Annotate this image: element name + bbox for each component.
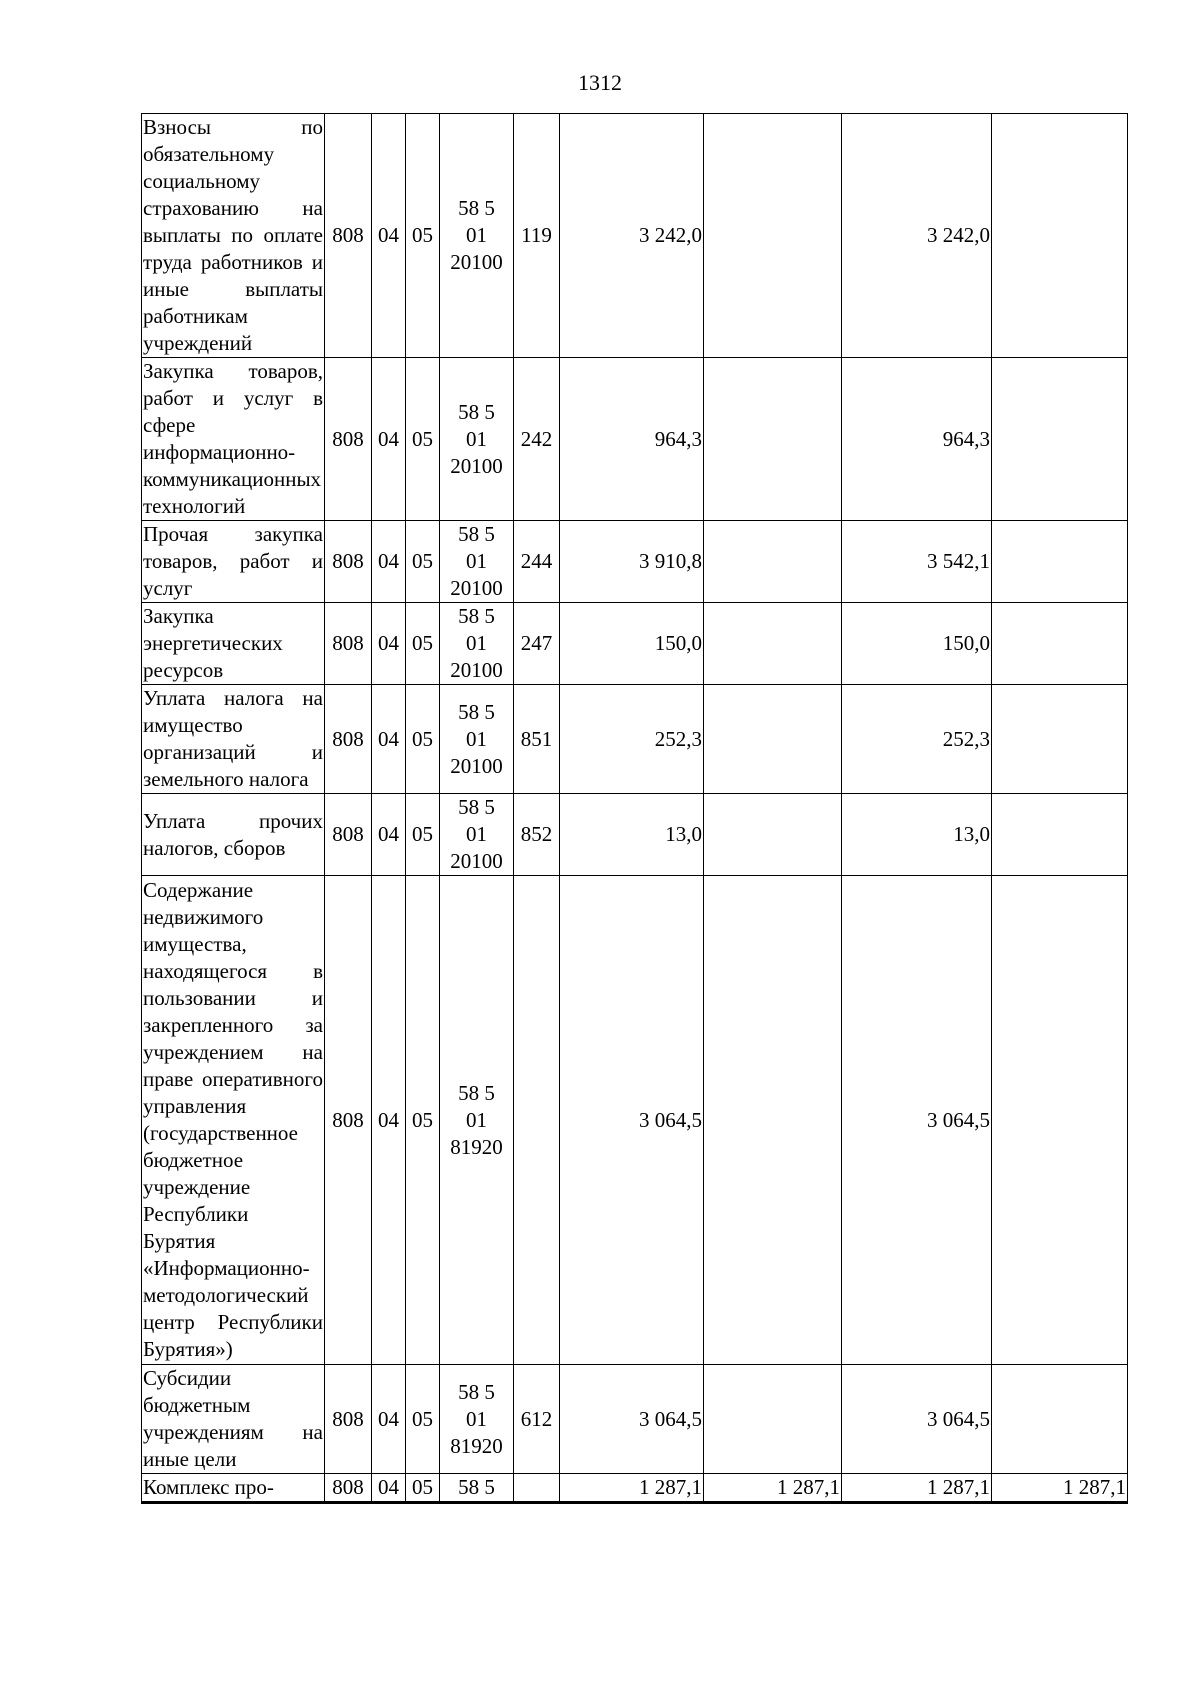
- expense-type-code-cell: [514, 876, 560, 1365]
- expense-type-code-cell: 852: [514, 794, 560, 876]
- target-article-code-cell: 58 5 01 20100: [440, 521, 514, 603]
- target-article-code-cell: 58 5 01 20100: [440, 114, 514, 358]
- table-row: [142, 358, 1128, 521]
- expense-type-code-cell: 612: [514, 1365, 560, 1474]
- expense-name-cell: Взносы по обязательному социальному страхованию на выплаты по оплате труда работников и иные выплаты работникам учреждений: [142, 114, 325, 358]
- amount-cell-4: [992, 358, 1128, 521]
- subsection-code-cell: 05: [406, 685, 440, 794]
- expense-name-cell: Закупка энергетических ресурсов: [142, 603, 325, 685]
- amount-cell-1: 3 910,8: [560, 521, 704, 603]
- amount-cell-3: 3 064,5: [842, 876, 992, 1365]
- amount-cell-2: [704, 114, 842, 358]
- ministry-code-cell: 808: [325, 1365, 372, 1474]
- amount-cell-1: 964,3: [560, 358, 704, 521]
- amount-cell-3: 13,0: [842, 794, 992, 876]
- amount-cell-1: 3 064,5: [560, 876, 704, 1365]
- target-article-code-cell: 58 5: [440, 1474, 514, 1503]
- amount-cell-1: 252,3: [560, 685, 704, 794]
- ministry-code-cell: 808: [325, 794, 372, 876]
- amount-cell-4: [992, 794, 1128, 876]
- amount-cell-4: [992, 876, 1128, 1365]
- section-code-cell: 04: [372, 876, 406, 1365]
- subsection-code-cell: 05: [406, 794, 440, 876]
- amount-cell-4: [992, 114, 1128, 358]
- amount-cell-2: [704, 685, 842, 794]
- table-row: [142, 114, 1128, 358]
- amount-cell-4: [992, 521, 1128, 603]
- amount-cell-2: [704, 794, 842, 876]
- amount-cell-3: 964,3: [842, 358, 992, 521]
- amount-cell-3: 1 287,1: [842, 1474, 992, 1503]
- amount-cell-4: [992, 1365, 1128, 1474]
- target-article-code-cell: 58 5 01 20100: [440, 603, 514, 685]
- table-row: [142, 521, 1128, 603]
- table-row: [142, 603, 1128, 685]
- amount-cell-3: 3 064,5: [842, 1365, 992, 1474]
- ministry-code-cell: 808: [325, 358, 372, 521]
- ministry-code-cell: 808: [325, 521, 372, 603]
- section-code-cell: 04: [372, 1474, 406, 1503]
- section-code-cell: 04: [372, 521, 406, 603]
- amount-cell-2: [704, 603, 842, 685]
- subsection-code-cell: 05: [406, 114, 440, 358]
- expense-name-cell: Комплекс про-: [142, 1474, 325, 1503]
- amount-cell-4: 1 287,1: [992, 1474, 1128, 1503]
- amount-cell-1: 3 242,0: [560, 114, 704, 358]
- ministry-code-cell: 808: [325, 603, 372, 685]
- amount-cell-4: [992, 603, 1128, 685]
- target-article-code-cell: 58 5 01 20100: [440, 685, 514, 794]
- amount-cell-3: 150,0: [842, 603, 992, 685]
- table-row: [142, 876, 1128, 1365]
- ministry-code-cell: 808: [325, 685, 372, 794]
- amount-cell-1: 3 064,5: [560, 1365, 704, 1474]
- ministry-code-cell: 808: [325, 1474, 372, 1503]
- expense-type-code-cell: 244: [514, 521, 560, 603]
- expense-type-code-cell: 851: [514, 685, 560, 794]
- section-code-cell: 04: [372, 603, 406, 685]
- section-code-cell: 04: [372, 794, 406, 876]
- table-row: [142, 794, 1128, 876]
- amount-cell-1: 150,0: [560, 603, 704, 685]
- subsection-code-cell: 05: [406, 1365, 440, 1474]
- amount-cell-3: 3 242,0: [842, 114, 992, 358]
- ministry-code-cell: 808: [325, 114, 372, 358]
- expense-name-cell: Прочая закупка товаров, работ и услуг: [142, 521, 325, 603]
- amount-cell-2: [704, 1365, 842, 1474]
- target-article-code-cell: 58 5 01 20100: [440, 794, 514, 876]
- target-article-code-cell: 58 5 01 81920: [440, 876, 514, 1365]
- amount-cell-2: [704, 358, 842, 521]
- expense-type-code-cell: 247: [514, 603, 560, 685]
- page-number: 1312: [578, 70, 622, 95]
- amount-cell-4: [992, 685, 1128, 794]
- section-code-cell: 04: [372, 1365, 406, 1474]
- expense-type-code-cell: [514, 1474, 560, 1503]
- subsection-code-cell: 05: [406, 603, 440, 685]
- expense-type-code-cell: 242: [514, 358, 560, 521]
- subsection-code-cell: 05: [406, 521, 440, 603]
- expense-name-cell: Содержание недвижимого имущества, находящегося в пользовании и закрепленного за учреждением на праве оперативного управления (государственное бюджетное учреждение Республики Бурятия «Информационно-методологический центр Республики Бурятия»): [142, 876, 325, 1365]
- amount-cell-2: [704, 876, 842, 1365]
- table-row: [142, 1474, 1128, 1503]
- expense-type-code-cell: 119: [514, 114, 560, 358]
- expense-name-cell: Субсидии бюджетным учреждениям на иные цели: [142, 1365, 325, 1474]
- budget-table: [141, 113, 1128, 1504]
- expense-name-cell: Закупка товаров, работ и услуг в сфере информационно-коммуникационных технологий: [142, 358, 325, 521]
- section-code-cell: 04: [372, 685, 406, 794]
- amount-cell-2: 1 287,1: [704, 1474, 842, 1503]
- amount-cell-1: 1 287,1: [560, 1474, 704, 1503]
- subsection-code-cell: 05: [406, 1474, 440, 1503]
- amount-cell-1: 13,0: [560, 794, 704, 876]
- amount-cell-2: [704, 521, 842, 603]
- target-article-code-cell: 58 5 01 81920: [440, 1365, 514, 1474]
- expense-name-cell: Уплата прочих налогов, сборов: [142, 794, 325, 876]
- subsection-code-cell: 05: [406, 358, 440, 521]
- target-article-code-cell: 58 5 01 20100: [440, 358, 514, 521]
- amount-cell-3: 252,3: [842, 685, 992, 794]
- ministry-code-cell: 808: [325, 876, 372, 1365]
- table-row: [142, 685, 1128, 794]
- section-code-cell: 04: [372, 358, 406, 521]
- expense-name-cell: Уплата налога на имущество организаций и земельного налога: [142, 685, 325, 794]
- section-code-cell: 04: [372, 114, 406, 358]
- table-row: [142, 1365, 1128, 1474]
- subsection-code-cell: 05: [406, 876, 440, 1365]
- amount-cell-3: 3 542,1: [842, 521, 992, 603]
